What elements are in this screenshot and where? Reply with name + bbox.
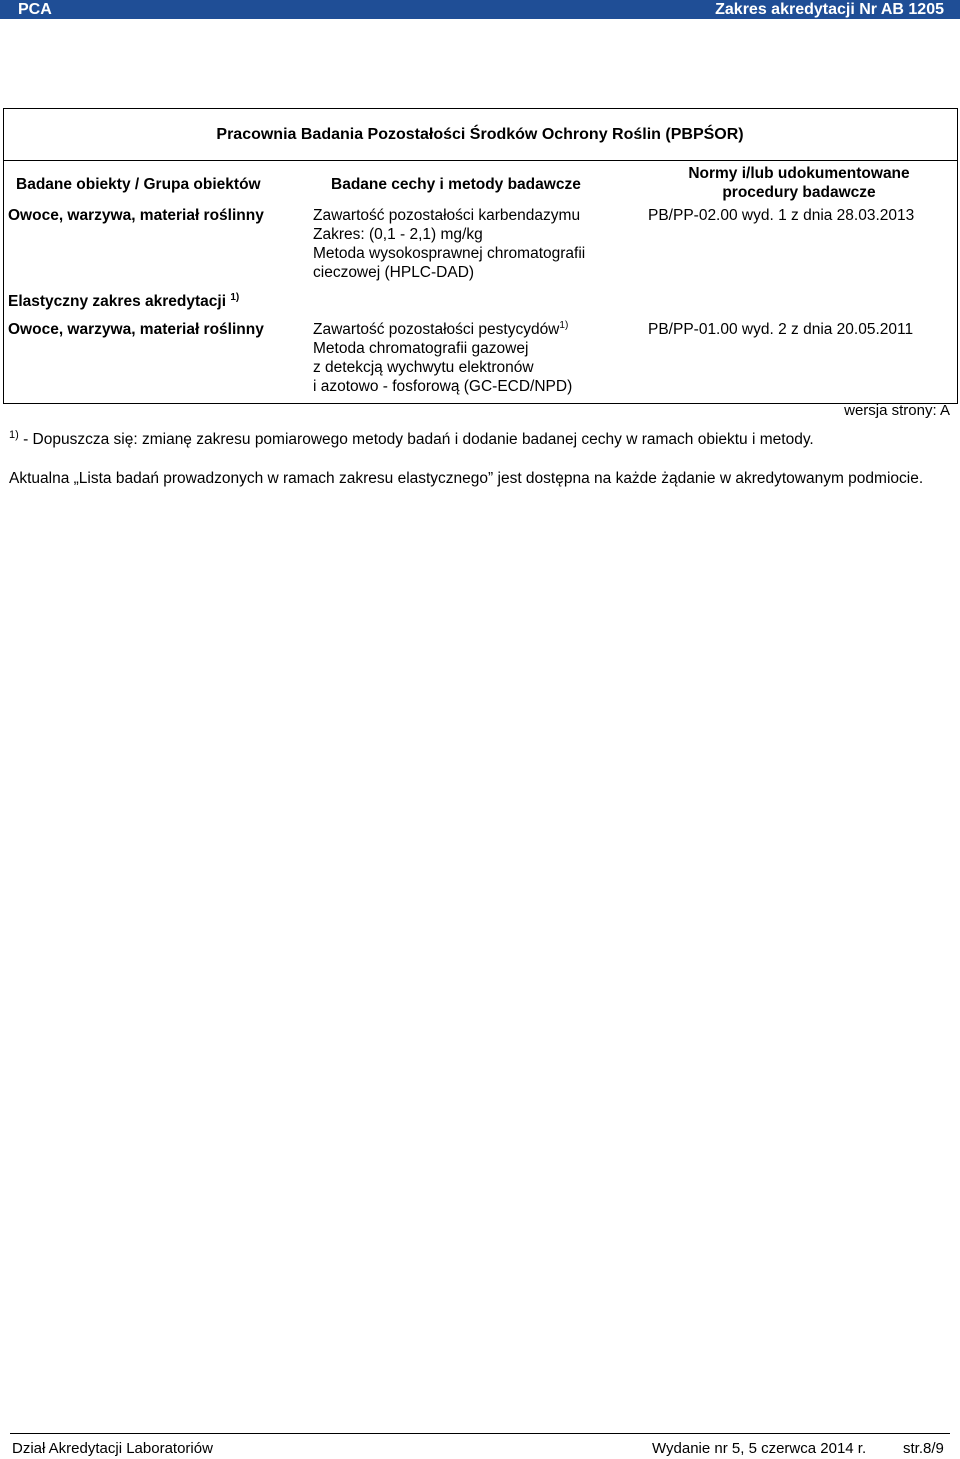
footnote: $^{1)}$ - Dopuszcza się: zmianę zakresu pomiarowego metody badań i dodanie badanej cechy w ramach obiektu i metody. xyxy=(9,428,814,448)
row2-object: Owoce, warzywa, materiał roślinny xyxy=(8,321,264,338)
flex-scope-heading: Elastyczny zakres akredytacji $^{1)}$ xyxy=(8,291,240,310)
table-divider xyxy=(3,160,958,161)
page-version: wersja strony: A xyxy=(844,402,950,419)
row2-method: Zawartość pozostałości pestycydów$^{1)}$ Metoda chromatografii gazowej z detekcją wychwytu elektronów i azotowo - fosforową (GC-ECD/NPD) xyxy=(313,319,573,395)
header-document-title: Zakres akredytacji Nr AB 1205 xyxy=(715,1,944,18)
row1-norm: PB/PP-02.00 wyd. 1 z dnia 28.03.2013 xyxy=(648,207,915,224)
row1-method: Zawartość pozostałości karbendazymu Zakres: (0,1 - 2,1) mg/kg Metoda wysokosprawnej chromatografii cieczowej (HPLC-DAD) xyxy=(313,207,586,281)
lab-title: Pracownia Badania Pozostałości Środków Ochrony Roślin (PBPŚOR) xyxy=(216,126,744,143)
page-header xyxy=(0,0,960,19)
header-org: PCA xyxy=(18,1,52,18)
col-header-norms: Normy i/lub udokumentowane procedury badawcze xyxy=(688,165,910,201)
col-header-methods: Badane cechy i metody badawcze xyxy=(331,176,581,193)
footer-divider xyxy=(10,1433,950,1434)
col-header-objects: Badane obiekty / Grupa obiektów xyxy=(16,176,261,193)
flex-scope-note: Aktualna „Lista badań prowadzonych w ramach zakresu elastycznego” jest dostępna na każde żądanie w akredytowanym podmiocie. xyxy=(9,470,924,487)
footer-edition: Wydanie nr 5, 5 czerwca 2014 r. xyxy=(652,1440,867,1457)
row1-object: Owoce, warzywa, materiał roślinny xyxy=(8,207,264,224)
page-number: str.8/9 xyxy=(903,1440,944,1457)
row2-norm: PB/PP-01.00 wyd. 2 z dnia 20.05.2011 xyxy=(648,321,914,338)
footer-department: Dział Akredytacji Laboratoriów xyxy=(12,1440,213,1457)
